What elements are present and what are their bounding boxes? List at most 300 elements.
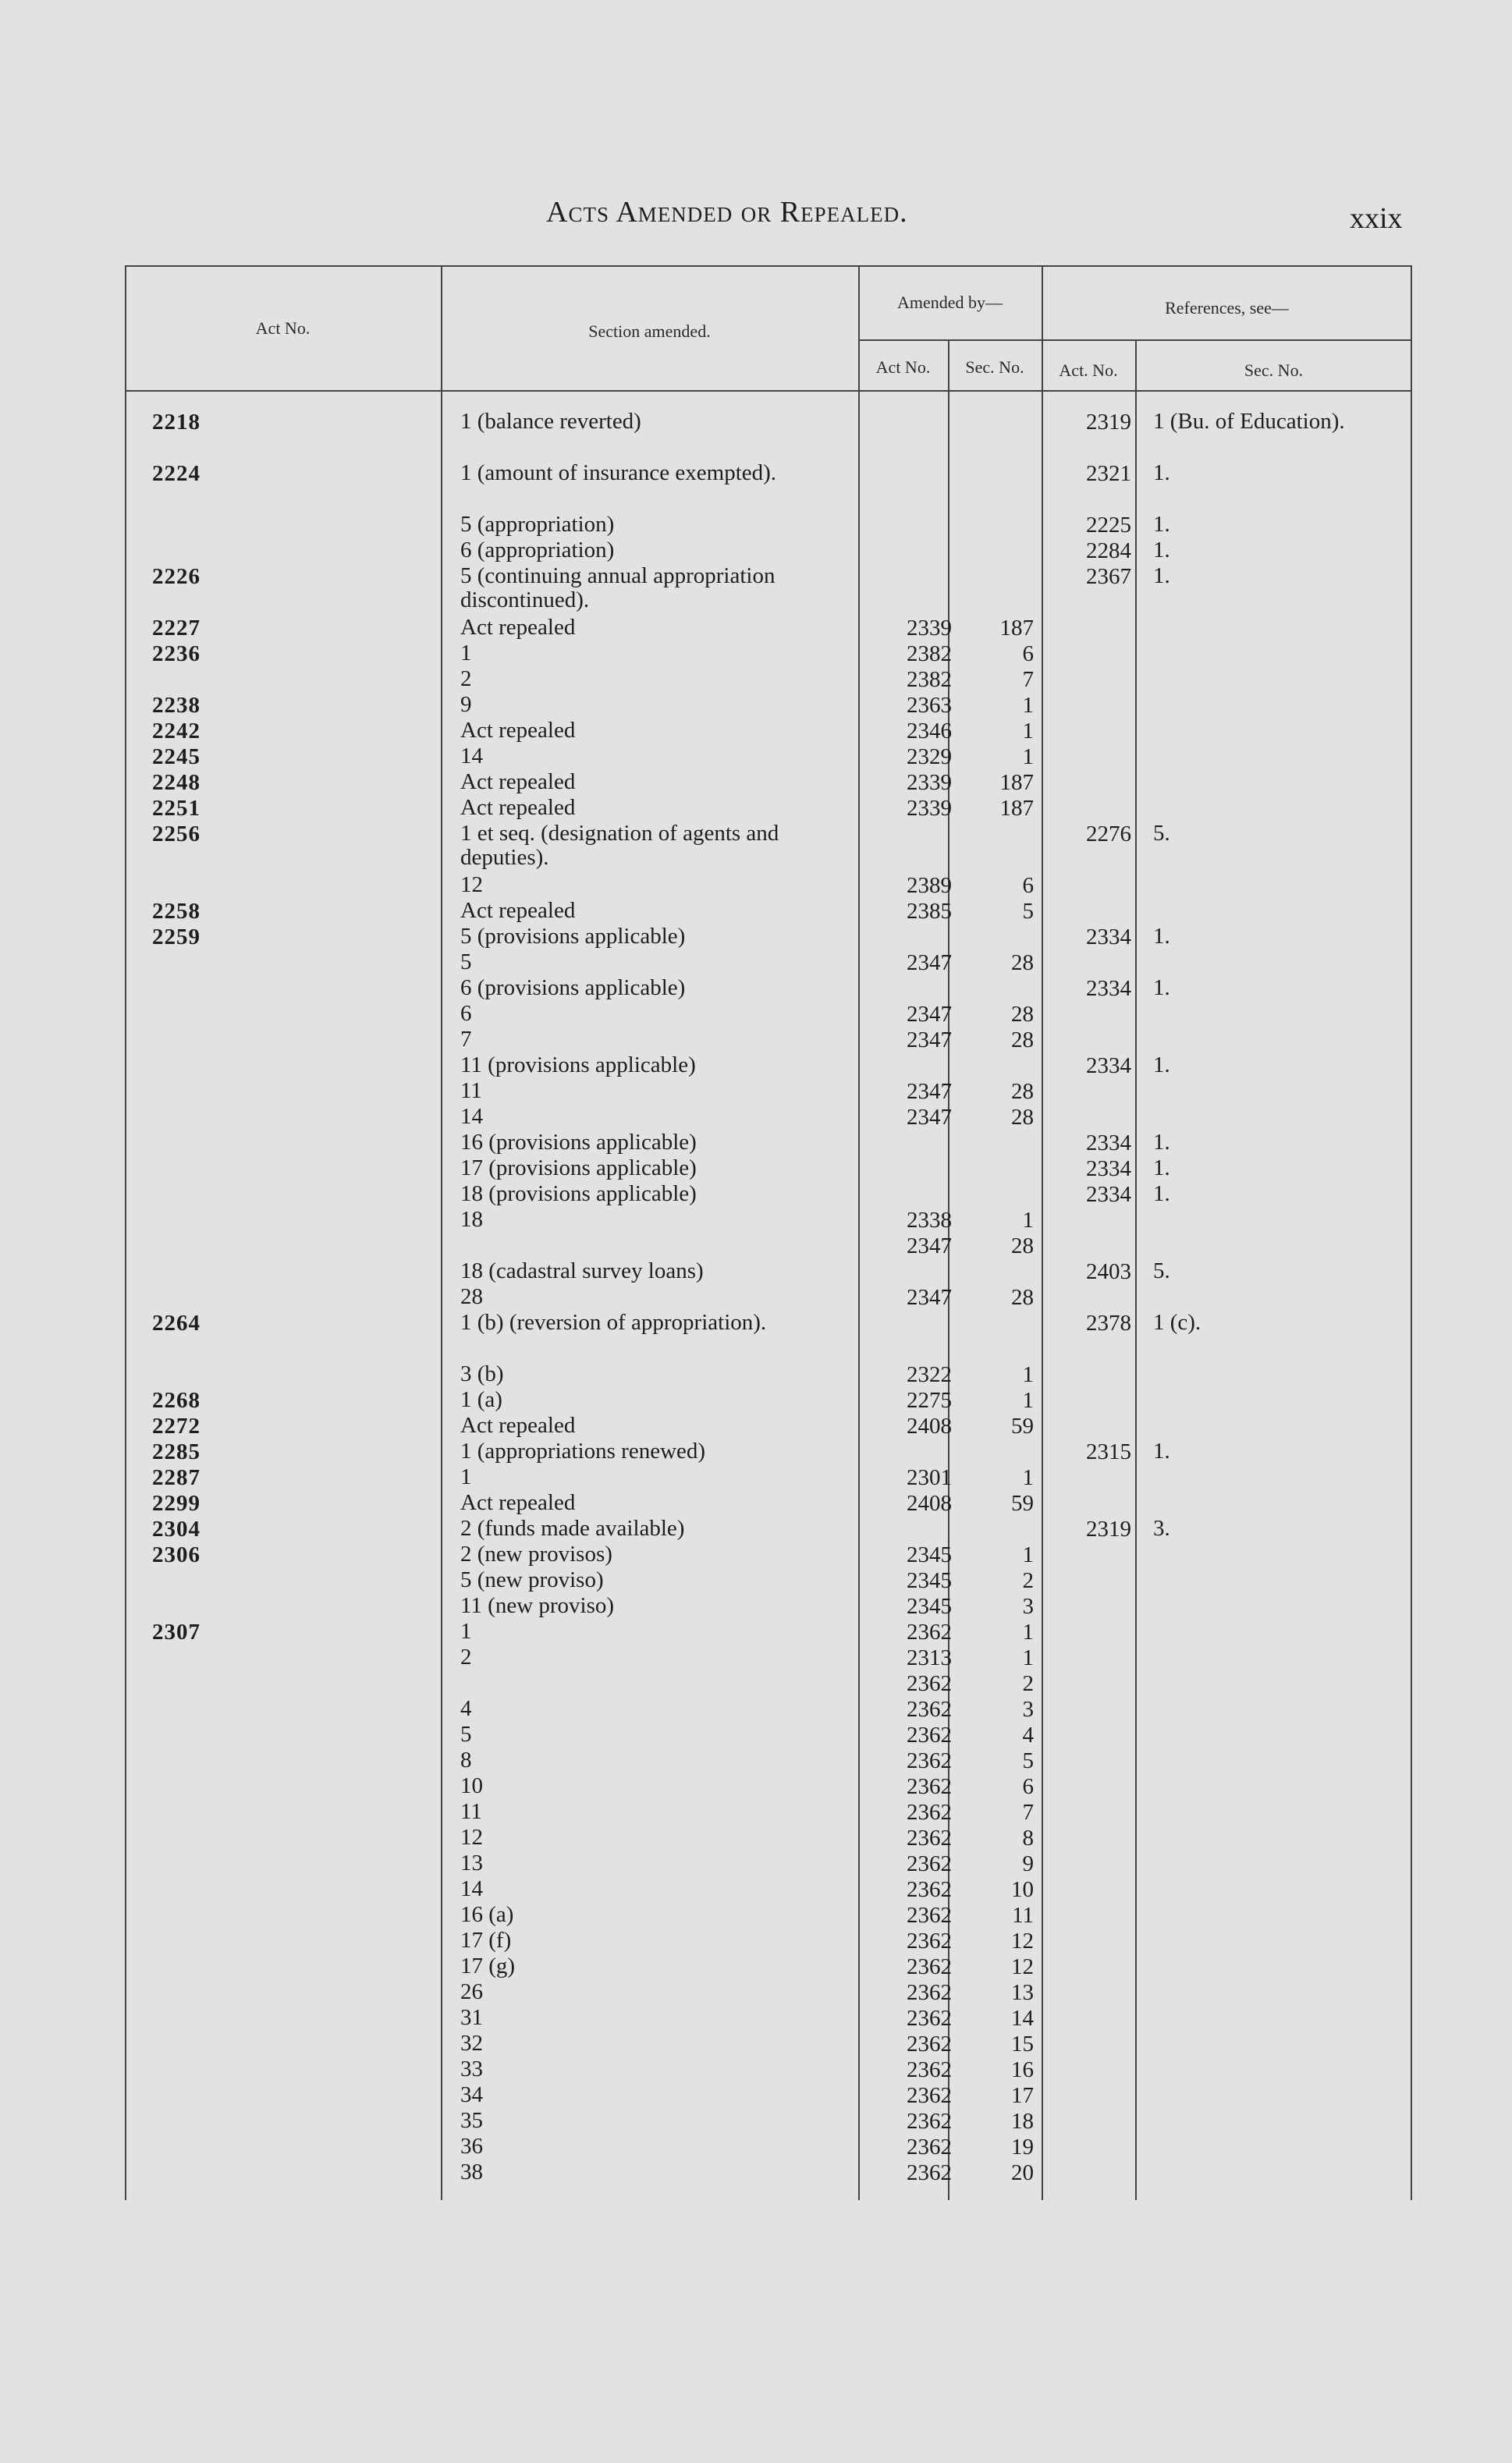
section-text: 5 (provisions applicable) [460, 924, 688, 949]
act-no: 2307 [152, 1620, 201, 1645]
section-text: 13 [460, 1851, 486, 1876]
section-cell [460, 1645, 862, 1670]
ref-act-no: 2284 [1086, 538, 1131, 563]
section-cell [460, 1542, 862, 1567]
section-cell [460, 796, 862, 820]
amended-sec-no: 16 [1011, 2057, 1034, 2082]
amended-act-no: 2347 [907, 1079, 952, 1104]
table-row [125, 770, 1412, 796]
table-row [125, 976, 1412, 1002]
section-cell [460, 1362, 862, 1386]
ref-act-no: 2276 [1086, 822, 1131, 846]
amended-sec-no: 15 [1011, 2032, 1034, 2057]
act-no: 2218 [152, 410, 201, 435]
section-cell [460, 1079, 862, 1103]
amended-sec-no: 17 [1011, 2083, 1034, 2108]
section-cell [460, 1851, 862, 1876]
amended-act-no: 2362 [907, 1723, 952, 1748]
amended-act-no: 2345 [907, 1568, 952, 1593]
amended-sec-no: 1 [1022, 693, 1034, 718]
table-row [125, 1130, 1412, 1156]
section-cell [460, 1980, 862, 2004]
section-cell [460, 1517, 862, 1541]
section-cell [460, 616, 862, 640]
section-text: 31 [460, 2005, 486, 2030]
amended-sec-no: 5 [1022, 899, 1034, 924]
table-row [125, 1388, 1412, 1414]
section-text: 12 [460, 872, 486, 897]
ref-act-no: 2225 [1086, 513, 1131, 538]
section-cell [460, 1954, 862, 1979]
amended-sec-no: 12 [1011, 1954, 1034, 1979]
table-body [125, 410, 1412, 2186]
act-no: 2287 [152, 1465, 201, 1490]
ref-sec-no: 1. [1153, 1155, 1170, 1180]
header-amended-act-no: Act No. [875, 357, 931, 377]
act-no: 2304 [152, 1517, 201, 1542]
table-row [125, 950, 1412, 976]
section-text: 28 [460, 1284, 486, 1309]
act-no: 2242 [152, 719, 201, 744]
amended-act-no: 2382 [907, 641, 952, 666]
amended-sec-no: 1 [1022, 1542, 1034, 1567]
table-row [125, 1208, 1412, 1233]
ref-act-no: 2334 [1086, 925, 1131, 949]
section-cell [460, 1130, 862, 1155]
section-text: Act repealed [460, 1413, 578, 1438]
section-text: 11 [460, 1799, 485, 1824]
amended-act-no: 2329 [907, 744, 952, 769]
table-row [125, 538, 1412, 564]
table-row [125, 1800, 1412, 1826]
table-row [125, 796, 1412, 822]
amended-sec-no: 1 [1022, 1645, 1034, 1670]
amended-sec-no: 6 [1022, 641, 1034, 666]
amended-sec-no: 12 [1011, 1929, 1034, 1954]
table-row [125, 2057, 1412, 2083]
ref-sec-no: 1. [1153, 1130, 1170, 1155]
amended-sec-no: 19 [1011, 2135, 1034, 2160]
table-row [125, 1645, 1412, 1671]
header-section-amended: Section amended. [588, 321, 711, 341]
table-row [125, 1285, 1412, 1311]
act-no: 2272 [152, 1414, 201, 1439]
ref-act-no: 2334 [1086, 976, 1131, 1001]
section-text: 5 (new proviso) [460, 1567, 607, 1592]
amended-act-no: 2385 [907, 899, 952, 924]
section-text: 32 [460, 2031, 486, 2056]
amended-sec-no: 1 [1022, 1620, 1034, 1645]
table-row [125, 873, 1412, 899]
section-cell [460, 2160, 862, 2184]
amended-act-no: 2362 [907, 1671, 952, 1696]
section-text: 1 (amount of insurance exempted). [460, 460, 779, 485]
section-text: 1 (b) (reversion of appropriation). [460, 1310, 769, 1335]
section-text: 16 (a) [460, 1902, 516, 1927]
table-row [125, 1954, 1412, 1980]
table-row [125, 513, 1412, 538]
table-row [125, 1826, 1412, 1851]
section-cell [460, 513, 862, 537]
act-no: 2236 [152, 641, 201, 666]
act-no: 2251 [152, 796, 201, 821]
section-cell [460, 950, 862, 974]
amended-act-no: 2345 [907, 1542, 952, 1567]
table-row [125, 925, 1412, 950]
section-cell [460, 1929, 862, 1953]
section-cell [460, 461, 862, 485]
section-cell [460, 1903, 862, 1927]
amended-sec-no: 13 [1011, 1980, 1034, 2005]
amended-sec-no: 28 [1011, 1002, 1034, 1027]
amended-act-no: 2362 [907, 1929, 952, 1954]
act-no: 2306 [152, 1542, 201, 1567]
section-text: 12 [460, 1825, 486, 1850]
table-row [125, 1542, 1412, 1568]
amended-act-no: 2362 [907, 2006, 952, 2031]
amended-act-no: 2301 [907, 1465, 952, 1490]
table-row [125, 1079, 1412, 1105]
table-row [125, 2160, 1412, 2186]
table-row [125, 2032, 1412, 2057]
page-title: Acts Amended or Repealed. [546, 196, 908, 229]
act-no: 2227 [152, 616, 201, 641]
section-cell [460, 1182, 862, 1206]
section-cell [460, 667, 862, 691]
ref-act-no: 2367 [1086, 564, 1131, 589]
table-row [125, 1233, 1412, 1259]
ref-sec-no: 5. [1153, 1258, 1170, 1283]
section-text: 14 [460, 744, 486, 768]
act-no: 2248 [152, 770, 201, 795]
amended-act-no: 2362 [907, 1980, 952, 2005]
section-cell [460, 1156, 862, 1180]
amended-sec-no: 9 [1022, 1851, 1034, 1876]
table-row [125, 564, 1412, 616]
section-cell [460, 1208, 862, 1232]
header-ref-sec-no: Sec. No. [1244, 360, 1304, 380]
section-text: 1 (balance reverted) [460, 409, 644, 434]
table-row [125, 1671, 1412, 1697]
header-amended-sec-no: Sec. No. [965, 357, 1024, 377]
table-rule [858, 339, 1412, 341]
section-cell [460, 693, 862, 717]
section-text: 5 [460, 949, 475, 974]
section-text: 16 (provisions applicable) [460, 1130, 700, 1155]
section-text: Act repealed [460, 769, 578, 794]
amended-sec-no: 7 [1022, 667, 1034, 692]
amended-sec-no: 28 [1011, 1079, 1034, 1104]
amended-sec-no: 28 [1011, 1285, 1034, 1310]
table-row [125, 1851, 1412, 1877]
table-row [125, 1748, 1412, 1774]
ref-sec-no: 1 (Bu. of Education). [1153, 409, 1345, 434]
act-no: 2264 [152, 1311, 201, 1336]
act-no: 2224 [152, 461, 201, 486]
amended-sec-no: 28 [1011, 1105, 1034, 1130]
ref-act-no: 2319 [1086, 1517, 1131, 1542]
amended-sec-no: 10 [1011, 1877, 1034, 1902]
table-row [125, 1182, 1412, 1208]
section-text: Act repealed [460, 718, 578, 743]
act-no: 2226 [152, 564, 201, 589]
table-row [125, 1774, 1412, 1800]
table-row [125, 1259, 1412, 1285]
amended-sec-no: 4 [1022, 1723, 1034, 1748]
amended-sec-no: 6 [1022, 1774, 1034, 1799]
section-text: 11 [460, 1078, 485, 1103]
ref-act-no: 2403 [1086, 1259, 1131, 1284]
ref-sec-no: 1. [1153, 975, 1170, 1000]
table-row [125, 2006, 1412, 2032]
table-row [125, 2135, 1412, 2160]
table-row [125, 1027, 1412, 1053]
act-no: 2268 [152, 1388, 201, 1413]
section-cell [460, 1594, 862, 1618]
section-cell [460, 873, 862, 897]
section-text: 33 [460, 2057, 486, 2081]
amended-act-no: 2363 [907, 693, 952, 718]
act-no: 2299 [152, 1491, 201, 1516]
section-text: 6 [460, 1001, 475, 1026]
ref-sec-no: 1. [1153, 1439, 1170, 1464]
section-cell [460, 1671, 862, 1695]
table-row [125, 461, 1412, 513]
amended-sec-no: 18 [1011, 2109, 1034, 2134]
ref-sec-no: 1. [1153, 1181, 1170, 1206]
ref-act-no: 2334 [1086, 1182, 1131, 1207]
table-row [125, 1053, 1412, 1079]
section-cell [460, 1259, 862, 1283]
amended-act-no: 2362 [907, 2083, 952, 2108]
section-cell [460, 822, 862, 870]
amended-act-no: 2362 [907, 1851, 952, 1876]
section-cell [460, 1311, 862, 1335]
act-no: 2238 [152, 693, 201, 718]
table-row [125, 1980, 1412, 2006]
amended-act-no: 2347 [907, 1027, 952, 1052]
amended-sec-no: 1 [1022, 744, 1034, 769]
amended-sec-no: 1 [1022, 1362, 1034, 1387]
section-cell [460, 2109, 862, 2133]
table-row [125, 1568, 1412, 1594]
section-cell [460, 1465, 862, 1489]
section-text: 3 (b) [460, 1361, 507, 1386]
section-text: 2 [460, 666, 475, 691]
amended-act-no: 2347 [907, 1285, 952, 1310]
section-cell [460, 719, 862, 743]
header-references: References, see— [1165, 298, 1289, 318]
table-row [125, 1903, 1412, 1929]
amended-act-no: 2362 [907, 1748, 952, 1773]
section-text: 2 [460, 1645, 475, 1670]
ref-sec-no: 5. [1153, 821, 1170, 846]
amended-sec-no: 1 [1022, 1465, 1034, 1490]
section-text: 1 [460, 1464, 475, 1489]
section-cell [460, 1800, 862, 1824]
amended-act-no: 2362 [907, 1800, 952, 1825]
table-row [125, 693, 1412, 719]
amended-act-no: 2382 [907, 667, 952, 692]
section-text: 18 (provisions applicable) [460, 1181, 700, 1206]
amended-sec-no: 59 [1011, 1414, 1034, 1439]
section-text: 14 [460, 1104, 486, 1129]
section-text: 8 [460, 1748, 475, 1773]
act-no: 2258 [152, 899, 201, 924]
acts-table [125, 265, 1412, 2200]
section-cell [460, 1826, 862, 1850]
amended-act-no: 2362 [907, 2057, 952, 2082]
ref-sec-no: 1. [1153, 538, 1170, 563]
section-cell [460, 1620, 862, 1644]
section-text: Act repealed [460, 795, 578, 820]
section-cell [460, 1697, 862, 1721]
section-cell [460, 2006, 862, 2030]
ref-act-no: 2319 [1086, 410, 1131, 435]
ref-sec-no: 1. [1153, 460, 1170, 485]
section-cell [460, 1491, 862, 1515]
table-row [125, 1877, 1412, 1903]
table-row [125, 1002, 1412, 1027]
act-no: 2285 [152, 1439, 201, 1464]
section-cell [460, 744, 862, 768]
amended-act-no: 2339 [907, 770, 952, 795]
section-text: 2 (new provisos) [460, 1542, 616, 1567]
section-cell [460, 1774, 862, 1798]
section-text: 2 (funds made available) [460, 1516, 687, 1541]
section-text: 6 (provisions applicable) [460, 975, 688, 1000]
section-cell [460, 1105, 862, 1129]
ref-sec-no: 1. [1153, 563, 1170, 588]
section-text: 36 [460, 2134, 486, 2159]
ref-act-no: 2334 [1086, 1130, 1131, 1155]
table-row [125, 719, 1412, 744]
table-row [125, 1311, 1412, 1362]
section-text: 9 [460, 692, 475, 717]
section-text: 1 (a) [460, 1387, 506, 1412]
section-text: 17 (g) [460, 1954, 518, 1979]
amended-sec-no: 5 [1022, 1748, 1034, 1773]
section-cell [460, 770, 862, 794]
amended-act-no: 2339 [907, 616, 952, 641]
section-cell [460, 1053, 862, 1077]
amended-sec-no: 14 [1011, 2006, 1034, 2031]
section-text: 11 (provisions applicable) [460, 1052, 699, 1077]
amended-act-no: 2362 [907, 1903, 952, 1928]
section-cell [460, 2135, 862, 2159]
section-text: 7 [460, 1027, 475, 1052]
ref-act-no: 2321 [1086, 461, 1131, 486]
section-cell [460, 976, 862, 1000]
section-cell [460, 2057, 862, 2081]
amended-act-no: 2408 [907, 1414, 952, 1439]
section-cell [460, 1285, 862, 1309]
amended-sec-no: 28 [1011, 1233, 1034, 1258]
section-cell [460, 925, 862, 949]
table-row [125, 1491, 1412, 1517]
amended-sec-no: 3 [1022, 1697, 1034, 1722]
ref-act-no: 2315 [1086, 1439, 1131, 1464]
section-text: 1 [460, 1619, 475, 1644]
act-no: 2256 [152, 822, 201, 846]
table-row [125, 1929, 1412, 1954]
table-row [125, 2109, 1412, 2135]
table-row [125, 822, 1412, 873]
section-text: 14 [460, 1876, 486, 1901]
amended-sec-no: 6 [1022, 873, 1034, 898]
section-cell [460, 2032, 862, 2056]
section-text: 35 [460, 2108, 486, 2133]
table-row [125, 899, 1412, 925]
table-row [125, 744, 1412, 770]
amended-sec-no: 187 [999, 616, 1034, 641]
table-row [125, 1517, 1412, 1542]
section-cell [460, 1723, 862, 1747]
section-cell [460, 641, 862, 665]
amended-act-no: 2362 [907, 2160, 952, 2185]
amended-act-no: 2362 [907, 2135, 952, 2160]
section-text: 1 et seq. (designation of agents and deputies). [460, 821, 779, 870]
amended-sec-no: 3 [1022, 1594, 1034, 1619]
amended-act-no: 2322 [907, 1362, 952, 1387]
table-row [125, 1620, 1412, 1645]
page-number: xxix [1350, 202, 1403, 235]
amended-sec-no: 20 [1011, 2160, 1034, 2185]
amended-act-no: 2275 [907, 1388, 952, 1413]
table-row [125, 1594, 1412, 1620]
amended-act-no: 2389 [907, 873, 952, 898]
table-rule [125, 390, 1412, 392]
amended-act-no: 2345 [907, 1594, 952, 1619]
amended-sec-no: 187 [999, 770, 1034, 795]
section-text: 34 [460, 2082, 486, 2107]
table-row [125, 1156, 1412, 1182]
table-row [125, 410, 1412, 461]
section-cell [460, 1414, 862, 1438]
amended-act-no: 2347 [907, 1105, 952, 1130]
amended-act-no: 2362 [907, 2032, 952, 2057]
amended-sec-no: 59 [1011, 1491, 1034, 1516]
section-cell [460, 899, 862, 923]
section-text: 1 [460, 641, 475, 665]
ref-act-no: 2334 [1086, 1053, 1131, 1078]
header-ref-act-no: Act. No. [1059, 360, 1118, 380]
amended-sec-no: 7 [1022, 1800, 1034, 1825]
amended-act-no: 2347 [907, 1002, 952, 1027]
section-text: 5 [460, 1722, 475, 1747]
section-text: 26 [460, 1979, 486, 2004]
section-text: 38 [460, 2160, 486, 2184]
amended-act-no: 2362 [907, 1954, 952, 1979]
ref-sec-no: 1 (c). [1153, 1310, 1201, 1335]
table-row [125, 1697, 1412, 1723]
table-row [125, 641, 1412, 667]
header-amended-by: Amended by— [896, 293, 1003, 312]
amended-act-no: 2347 [907, 1233, 952, 1258]
ref-sec-no: 3. [1153, 1516, 1170, 1541]
amended-sec-no: 1 [1022, 1388, 1034, 1413]
amended-act-no: 2362 [907, 2109, 952, 2134]
amended-sec-no: 28 [1011, 950, 1034, 975]
amended-sec-no: 28 [1011, 1027, 1034, 1052]
section-text: 18 (cadastral survey loans) [460, 1258, 707, 1283]
table-row [125, 1105, 1412, 1130]
amended-act-no: 2362 [907, 1697, 952, 1722]
amended-sec-no: 11 [1012, 1903, 1034, 1928]
amended-sec-no: 2 [1022, 1568, 1034, 1593]
section-text: 5 (appropriation) [460, 512, 617, 537]
ref-sec-no: 1. [1153, 512, 1170, 537]
